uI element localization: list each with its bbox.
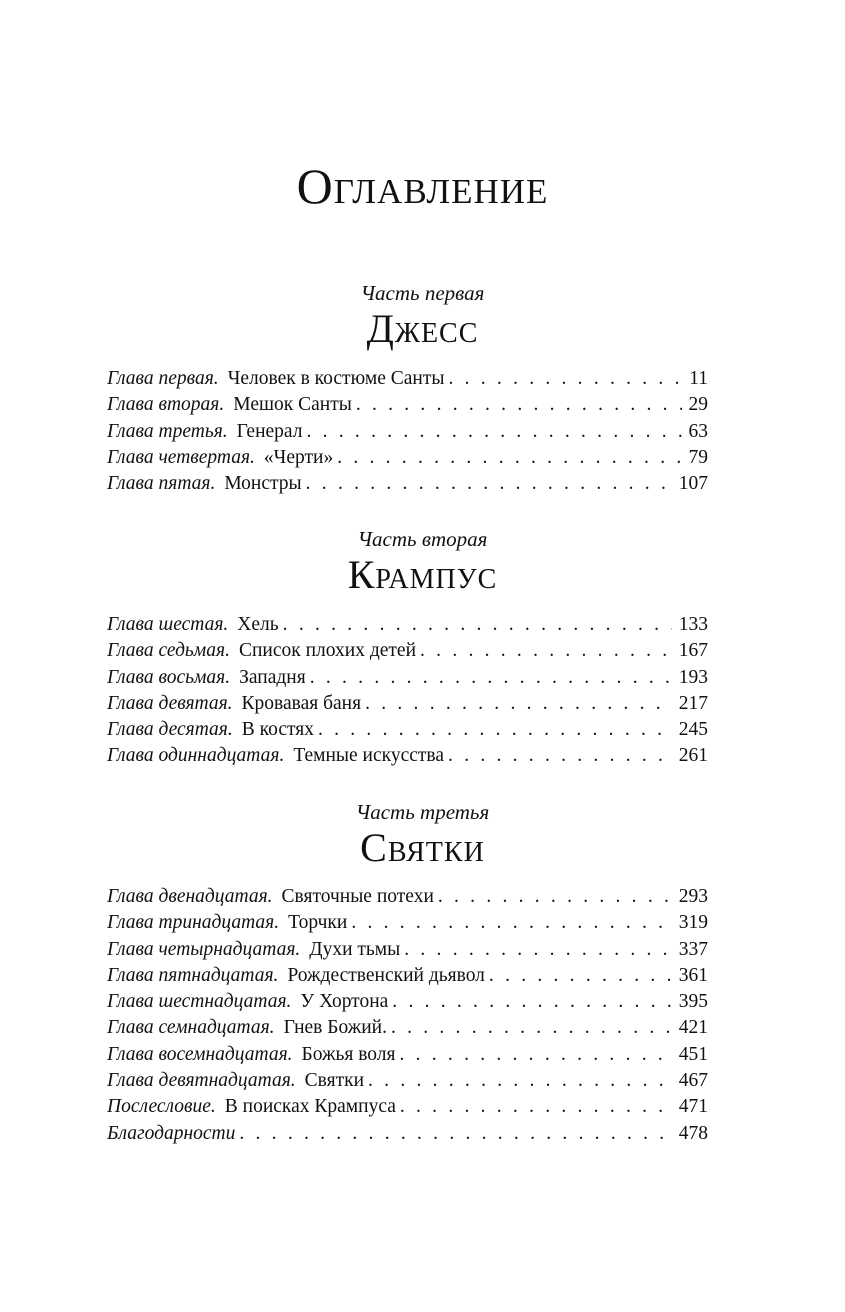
chapter-label: Глава девятнадцатая.	[107, 1070, 296, 1092]
page-title: Оглавление	[296, 158, 549, 214]
page-number: 421	[678, 1017, 708, 1039]
toc-entry[interactable]	[107, 366, 708, 392]
chapter-title: Гнев Божий.	[283, 1017, 387, 1039]
chapter-title: Духи тьмы	[309, 938, 401, 960]
toc-entry[interactable]	[107, 989, 708, 1015]
toc-section-3	[107, 884, 708, 1147]
page-number: 293	[678, 886, 708, 907]
toc-entry[interactable]	[107, 665, 708, 691]
dot-leader	[356, 392, 682, 418]
chapter-title: «Черти»	[263, 446, 334, 468]
part-label: Часть первая	[360, 281, 485, 305]
page-number: 193	[678, 666, 708, 688]
page-number: 63	[688, 420, 708, 442]
dot-leader	[400, 1094, 672, 1120]
dot-leader	[448, 743, 672, 769]
chapter-label: Послесловие.	[107, 1096, 216, 1118]
part-label: Часть вторая	[357, 527, 488, 551]
toc-entry[interactable]	[107, 1068, 708, 1094]
chapter-label: Глава одиннадцатая.	[107, 745, 285, 767]
dot-leader	[368, 1068, 672, 1094]
page-number: 261	[678, 745, 708, 767]
page-number: 167	[678, 640, 708, 662]
chapter-title: Хель	[237, 614, 279, 635]
page-number: 79	[688, 446, 708, 468]
chapter-label: Глава тринадцатая.	[107, 912, 280, 934]
chapter-label: Глава двенадцатая.	[107, 886, 273, 907]
chapter-label: Глава десятая.	[107, 719, 233, 741]
part-heading-1	[0, 281, 845, 351]
part-name: Святки	[360, 825, 485, 870]
chapter-title: Божья воля	[301, 1043, 396, 1065]
part-heading-3	[0, 800, 845, 870]
page-number: 337	[678, 938, 708, 960]
page-number: 361	[678, 964, 708, 986]
dot-leader	[404, 937, 672, 963]
page-number: 471	[678, 1096, 708, 1118]
toc-entry[interactable]	[107, 963, 708, 989]
page-number: 217	[678, 692, 708, 714]
dot-leader	[365, 691, 672, 717]
page-number: 467	[678, 1070, 708, 1092]
dot-leader	[318, 717, 672, 743]
chapter-title: Генерал	[236, 420, 303, 442]
part-label: Часть третья	[355, 800, 490, 824]
dot-leader	[489, 963, 672, 989]
chapter-title: Человек в костюме Санты	[227, 368, 445, 389]
dot-leader	[420, 638, 672, 664]
toc-entry[interactable]	[107, 419, 708, 445]
chapter-title: Святки	[304, 1070, 365, 1092]
dot-leader	[438, 884, 672, 910]
page-number: 319	[678, 912, 708, 934]
chapter-label: Глава восьмая.	[107, 666, 231, 688]
toc-entry[interactable]	[107, 1015, 708, 1041]
toc-entry[interactable]	[107, 445, 708, 471]
toc-section-2	[107, 612, 708, 770]
dot-leader	[239, 1121, 671, 1147]
toc-section-1	[107, 366, 708, 497]
dot-leader	[310, 665, 672, 691]
chapter-title: Темные искусства	[293, 745, 445, 767]
dot-leader	[351, 910, 671, 936]
toc-entry[interactable]	[107, 1042, 708, 1068]
chapter-title: Западня	[239, 666, 306, 688]
chapter-label: Глава восемнадцатая.	[107, 1043, 293, 1065]
chapter-label: Глава четвертая.	[107, 446, 255, 468]
page-number: 133	[678, 614, 708, 635]
toc-entry[interactable]	[107, 937, 708, 963]
chapter-title: Рождественский дьявол	[287, 964, 485, 986]
toc-entry[interactable]	[107, 910, 708, 936]
dot-leader	[283, 612, 672, 638]
part-heading-2	[0, 527, 845, 597]
part-name: Джесс	[366, 306, 479, 351]
page-number: 478	[678, 1122, 708, 1144]
chapter-label: Глава семнадцатая.	[107, 1017, 275, 1039]
part-name: Крампус	[347, 552, 498, 597]
dot-leader	[306, 419, 681, 445]
chapter-label: Благодарности	[107, 1122, 236, 1144]
chapter-title: В костях	[241, 719, 314, 741]
chapter-label: Глава третья.	[107, 420, 228, 442]
chapter-title: Мешок Санты	[233, 394, 352, 416]
chapter-label: Глава седьмая.	[107, 640, 230, 662]
chapter-label: Глава шестнадцатая.	[107, 991, 292, 1013]
page-number: 11	[689, 368, 708, 389]
toc-entry[interactable]	[107, 638, 708, 664]
dot-leader	[391, 1015, 672, 1041]
dot-leader	[448, 366, 682, 392]
chapter-label: Глава первая.	[107, 368, 219, 389]
page-number: 29	[688, 394, 708, 416]
toc-entry[interactable]	[107, 884, 708, 910]
chapter-label: Глава пятнадцатая.	[107, 964, 279, 986]
dot-leader	[392, 989, 671, 1015]
chapter-title: У Хортона	[300, 991, 389, 1013]
page-number: 451	[678, 1043, 708, 1065]
chapter-label: Глава вторая.	[107, 394, 225, 416]
chapter-label: Глава пятая.	[107, 473, 216, 495]
toc-entry[interactable]	[107, 1121, 708, 1147]
toc-entry[interactable]	[107, 1094, 708, 1120]
chapter-title: Монстры	[224, 473, 302, 495]
chapter-title: Святочные потехи	[281, 886, 434, 907]
dot-leader	[337, 445, 681, 471]
toc-entry[interactable]	[107, 691, 708, 717]
toc-entry[interactable]	[107, 612, 708, 638]
page-number: 395	[678, 991, 708, 1013]
dot-leader	[399, 1042, 671, 1068]
toc-entry[interactable]	[107, 717, 708, 743]
dot-leader	[306, 471, 672, 497]
page-number: 107	[678, 473, 708, 495]
toc-entry[interactable]	[107, 471, 708, 497]
page-number: 245	[678, 719, 708, 741]
chapter-label: Глава шестая.	[107, 614, 229, 635]
chapter-title: Торчки	[288, 912, 348, 934]
chapter-label: Глава четырнадцатая.	[107, 938, 301, 960]
chapter-title: Список плохих детей	[238, 640, 417, 662]
chapter-title: В поисках Крампуса	[224, 1096, 396, 1118]
chapter-title: Кровавая баня	[241, 692, 362, 714]
toc-entry[interactable]	[107, 743, 708, 769]
toc-entry[interactable]	[107, 392, 708, 418]
chapter-label: Глава девятая.	[107, 692, 233, 714]
